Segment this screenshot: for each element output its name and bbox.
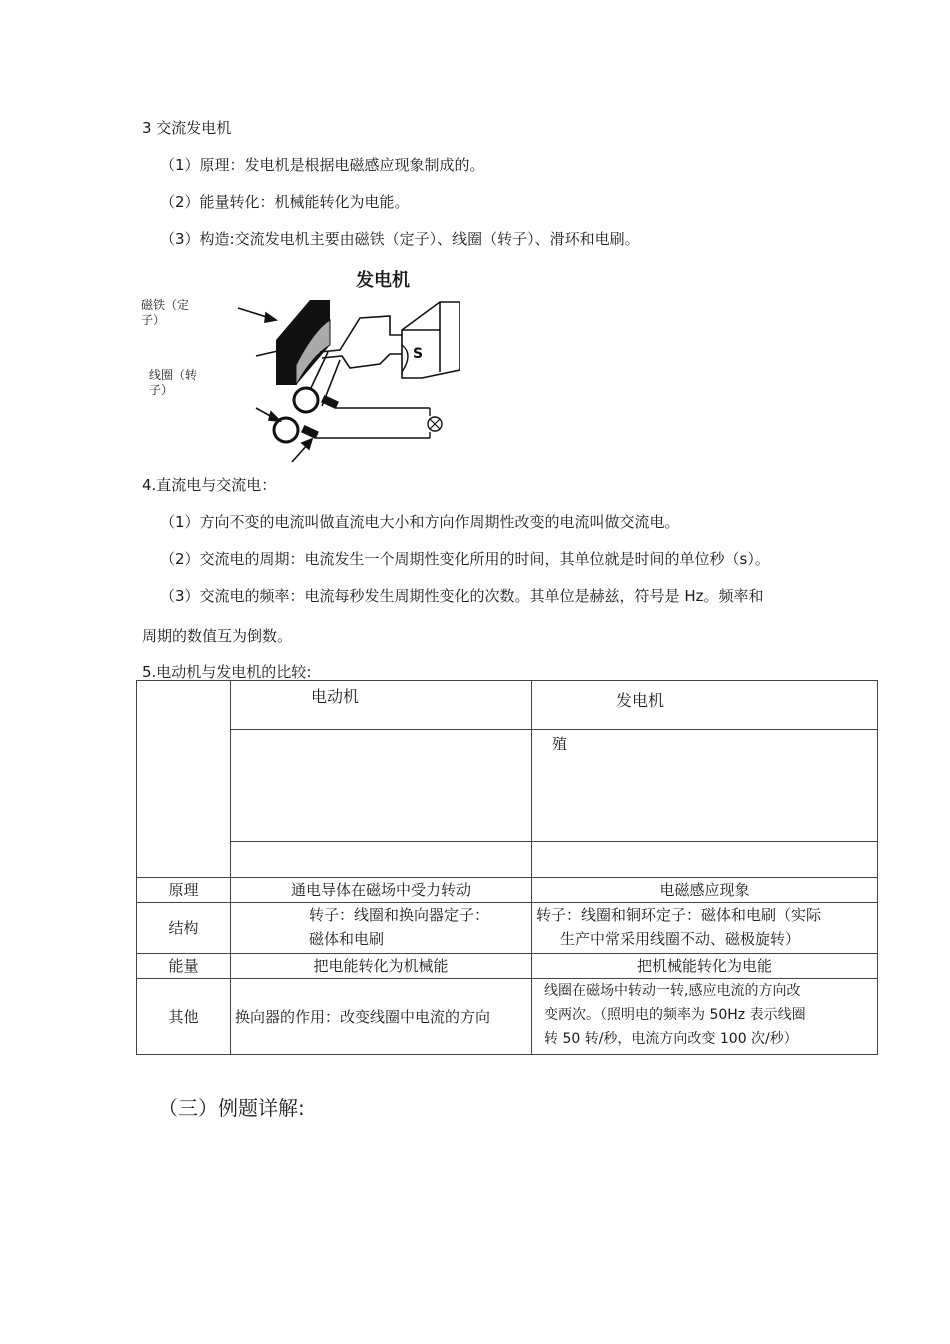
empty-cell xyxy=(231,842,532,878)
row-label-structure: 结构 xyxy=(137,903,231,954)
header-generator: 发电机 xyxy=(532,681,878,730)
section3-heading: 3 交流发电机 xyxy=(142,119,232,137)
figure-label-coil: 线圈（转子） xyxy=(149,368,198,397)
image-cell-motor xyxy=(231,730,532,842)
section3-item-3: （3）构造:交流发电机主要由磁铁（定子）、线圈（转子）、滑环和电刷。 xyxy=(160,230,640,248)
generator-structure-line-1: 转子：线圈和铜环定子：磁体和电刷（实际 xyxy=(536,906,822,924)
stray-char: 殖 xyxy=(532,730,878,842)
generator-other-line-1: 线圈在磁场中转动一转,感应电流的方向改 xyxy=(544,983,801,999)
motor-principle: 通电导体在磁场中受力转动 xyxy=(231,878,532,903)
brush-upper xyxy=(321,395,339,409)
section4-continuation: 周期的数值互为倒数。 xyxy=(142,627,293,645)
generator-principle: 电磁感应现象 xyxy=(532,878,878,903)
comparison-table xyxy=(136,680,878,1055)
generator-other-line-2: 变两次。（照明电的频率为 50Hz 表示线圈 xyxy=(544,1007,806,1023)
figure-title: 发电机 xyxy=(356,270,410,291)
lamp-icon xyxy=(428,417,442,431)
brush-lower xyxy=(301,425,319,439)
section3-item-1: （1）原理：发电机是根据电磁感应现象制成的。 xyxy=(160,156,485,174)
generator-diagram xyxy=(230,290,460,470)
section4-item-3: （3）交流电的频率：电流每秒发生周期性变化的次数。其单位是赫兹，符号是 Hz。频率和 xyxy=(160,587,764,605)
generator-energy: 把机械能转化为电能 xyxy=(532,954,878,979)
row-label-other: 其他 xyxy=(137,979,231,1055)
magnet-s-pole xyxy=(402,302,460,378)
section3-item-2: （2）能量转化：机械能转化为电能。 xyxy=(160,193,410,211)
motor-other: 换向器的作用：改变线圈中电流的方向 xyxy=(231,979,532,1055)
motor-structure-line-2: 磁体和电刷 xyxy=(309,930,385,948)
table-row xyxy=(137,681,878,730)
generator-other xyxy=(532,979,878,1055)
slip-ring-upper xyxy=(294,388,318,412)
generator-structure-line-2: 生产中常采用线圈不动、磁极旋转） xyxy=(560,930,801,948)
motor-energy: 把电能转化为机械能 xyxy=(231,954,532,979)
row-label-principle: 原理 xyxy=(137,878,231,903)
figure-label-magnet: 磁铁（定子） xyxy=(141,298,190,327)
table-row xyxy=(137,954,878,979)
pole-s-label: S xyxy=(413,346,424,362)
section4-item-1: （1）方向不变的电流叫做直流电大小和方向作周期性改变的电流叫做交流电。 xyxy=(160,513,680,531)
table-row xyxy=(137,730,878,842)
examples-heading: （三）例题详解: xyxy=(158,1096,305,1120)
generator-other-line-3: 转 50 转/秒，电流方向改变 100 次/秒） xyxy=(544,1031,798,1047)
empty-cell xyxy=(532,842,878,878)
coil-wire-top xyxy=(320,316,402,352)
table-row xyxy=(137,903,878,954)
table-corner-cell xyxy=(137,681,231,878)
generator-structure xyxy=(532,903,878,954)
section4-item-2: （2）交流电的周期：电流发生一个周期性变化所用的时间，其单位就是时间的单位秒（s）。 xyxy=(160,550,770,568)
motor-structure xyxy=(231,903,532,954)
slip-ring-lower xyxy=(274,418,298,442)
table-row xyxy=(137,979,878,1055)
motor-structure-line-1: 转子：线圈和换向器定子： xyxy=(309,906,490,924)
header-motor: 电动机 xyxy=(231,681,532,730)
section4-heading: 4.直流电与交流电： xyxy=(142,476,277,494)
section5-heading: 5.电动机与发电机的比较: xyxy=(142,663,312,681)
table-row xyxy=(137,842,878,878)
row-label-energy: 能量 xyxy=(137,954,231,979)
table-row xyxy=(137,878,878,903)
coil-wire-bottom xyxy=(322,354,402,368)
